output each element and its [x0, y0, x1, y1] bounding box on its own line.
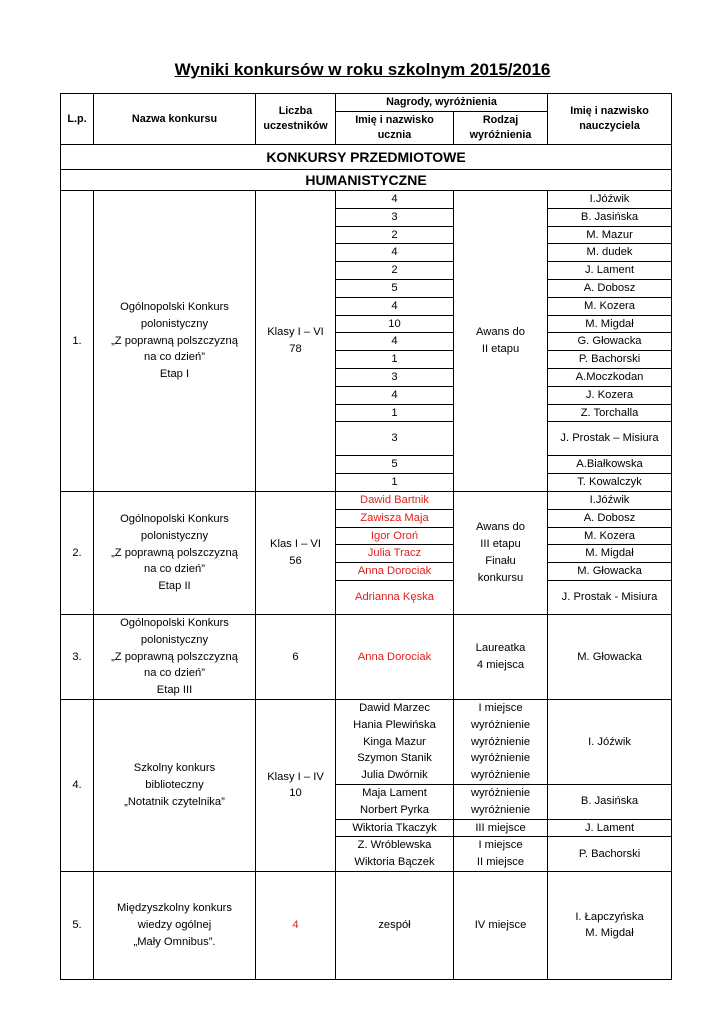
contest-name-line: wiedzy ogólnej [137, 918, 212, 931]
student-cell: 2 [336, 262, 454, 280]
contest-name-line: Szkolny konkurs [133, 762, 216, 775]
row-number: 1. [61, 191, 94, 492]
header-count: Liczba uczestników [256, 94, 336, 145]
award-type [454, 837, 548, 872]
contest-name-line: „Notatnik czytelnika” [124, 795, 225, 808]
teacher-cell: B. Jasińska [548, 784, 672, 819]
contest-name-line: „Mały Omnibus”. [133, 935, 216, 948]
contest-name-line: Ogólnopolski Konkurs [120, 300, 229, 313]
contest-name-line: „Z poprawną polszczyzną [111, 546, 238, 559]
teacher-cell: G. Głowacka [548, 333, 672, 351]
header-lp: L.p. [61, 94, 94, 145]
table-row [61, 191, 672, 209]
teacher-cell: I.Jóźwik [548, 191, 672, 209]
student-cell: Julia Tracz [336, 545, 454, 563]
award-line: Awans do [476, 521, 525, 534]
student-name: Norbert Pyrka [359, 803, 429, 816]
header-awards-group: Nagrody, wyróżnienia [336, 94, 548, 112]
contest-name-line: „Z poprawną polszczyzną [111, 334, 238, 347]
participant-count: 6 [256, 614, 336, 699]
teacher-cell: I.Jóźwik [548, 491, 672, 509]
contest-name [94, 614, 256, 699]
participant-count-line: 56 [289, 554, 302, 567]
teacher-cell: J. Prostak – Misiura [548, 422, 672, 456]
student-cell: Igor Oroń [336, 527, 454, 545]
participant-count-line: Klasy I – VI [267, 326, 324, 339]
student-cell [336, 699, 454, 784]
student-name: Julia Dwórnik [361, 769, 428, 782]
contest-name-line: Etap I [159, 368, 190, 381]
teacher-cell: M. Głowacka [548, 563, 672, 581]
award-line: wyróżnienie [470, 735, 531, 748]
student-cell: 4 [336, 297, 454, 315]
teacher-cell: M. Migdał [548, 545, 672, 563]
award-line: wyróżnienie [470, 769, 531, 782]
student-cell: 1 [336, 404, 454, 422]
contest-name-line: polonistyczny [140, 529, 209, 542]
student-cell: Adrianna Kęska [336, 580, 454, 614]
award-line: III miejsce [475, 821, 526, 834]
student-cell: 3 [336, 208, 454, 226]
student-cell: 2 [336, 226, 454, 244]
table-row [61, 614, 672, 699]
award-line: wyróżnienie [470, 786, 531, 799]
award-type [454, 819, 548, 837]
contest-name-line: na co dzień” [144, 563, 205, 576]
table-row [61, 491, 672, 509]
student-cell [336, 837, 454, 872]
award-line: wyróżnienie [470, 803, 531, 816]
participant-count [256, 491, 336, 614]
row-number: 5. [61, 871, 94, 979]
student-name: Kinga Mazur [363, 735, 426, 748]
student-cell: 4 [336, 333, 454, 351]
row-number: 4. [61, 699, 94, 871]
award-line: II etapu [481, 342, 520, 355]
award-line: wyróżnienie [470, 752, 531, 765]
student-cell: 5 [336, 279, 454, 297]
header-teacher: Imię i nazwisko nauczyciela [548, 94, 672, 145]
student-cell: Anna Dorociak [336, 614, 454, 699]
teacher-name: I. Łapczyńska [575, 910, 644, 923]
teacher-cell: P. Bachorski [548, 351, 672, 369]
participant-count [256, 699, 336, 871]
award-line: I miejsce [478, 701, 523, 714]
contest-name [94, 699, 256, 871]
student-name: Maja Lament [362, 786, 427, 799]
page-title: Wyniki konkursów w roku szkolnym 2015/2016 [174, 60, 551, 79]
subsection-title: HUMANISTYCZNE [61, 170, 672, 191]
contest-name-line: na co dzień” [144, 351, 205, 364]
contest-name-line: na co dzień” [144, 667, 205, 680]
student-cell: 3 [336, 422, 454, 456]
teacher-cell: P. Bachorski [548, 837, 672, 872]
participant-count: 4 [256, 871, 336, 979]
teacher-cell: J. Lament [548, 819, 672, 837]
teacher-cell: J. Prostak - Misiura [548, 580, 672, 614]
student-name: Wiktoria Bączek [354, 856, 435, 869]
award-type [454, 614, 548, 699]
teacher-cell: A.Moczkodan [548, 368, 672, 386]
teacher-cell: B. Jasińska [548, 208, 672, 226]
student-name: Szymon Stanik [357, 752, 432, 765]
award-line: III etapu [480, 538, 521, 551]
student-cell: 4 [336, 191, 454, 209]
student-cell [336, 784, 454, 819]
student-name: Wiktoria Tkaczyk [352, 821, 437, 834]
teacher-cell: M. Mazur [548, 226, 672, 244]
contest-name-line: Etap III [156, 684, 193, 697]
student-cell: 5 [336, 456, 454, 474]
student-cell: Anna Dorociak [336, 563, 454, 581]
teacher-cell: J. Kozera [548, 386, 672, 404]
award-type [454, 491, 548, 614]
student-name: Hania Plewińska [353, 718, 436, 731]
student-cell [336, 819, 454, 837]
teacher-cell: A. Dobosz [548, 279, 672, 297]
award-line: wyróżnienie [470, 718, 531, 731]
teacher-cell: Z. Torchalla [548, 404, 672, 422]
student-cell: zespół [336, 871, 454, 979]
student-cell: 1 [336, 351, 454, 369]
participant-count-line: Klasy I – IV [267, 770, 324, 783]
contest-name-line: Ogólnopolski Konkurs [120, 616, 229, 629]
contest-name [94, 191, 256, 492]
teacher-cell: I. Jóźwik [548, 699, 672, 784]
teacher-cell: T. Kowalczyk [548, 474, 672, 492]
teacher-cell: M. Kozera [548, 527, 672, 545]
section-title: KONKURSY PRZEDMIOTOWE [61, 145, 672, 170]
contest-name-line: biblioteczny [145, 779, 204, 791]
teacher-cell: M. Głowacka [548, 614, 672, 699]
participant-count-line: Klas I – VI [270, 538, 321, 551]
award-type [454, 699, 548, 784]
header-student: Imię i nazwisko ucznia [336, 112, 454, 145]
contest-name-line: Ogólnopolski Konkurs [120, 512, 229, 525]
contest-name [94, 491, 256, 614]
student-name: Z. Wróblewska [357, 839, 432, 852]
award-type [454, 191, 548, 492]
award-line: 4 miejsca [476, 658, 525, 671]
header-name: Nazwa konkursu [94, 94, 256, 145]
header-award-type: Rodzaj wyróżnienia [454, 112, 548, 145]
award-line: I miejsce [478, 839, 523, 852]
contest-name-line: Etap II [158, 580, 191, 593]
teacher-cell: A.Białkowska [548, 456, 672, 474]
teacher-name: M. Migdał [585, 927, 634, 940]
teacher-cell: J. Lament [548, 262, 672, 280]
results-table [60, 93, 672, 980]
participant-count [256, 191, 336, 492]
contest-name-line: polonistyczny [140, 317, 209, 330]
award-type: IV miejsce [454, 871, 548, 979]
row-number: 3. [61, 614, 94, 699]
teacher-cell: M. Kozera [548, 297, 672, 315]
student-cell: 4 [336, 386, 454, 404]
teacher-cell: M. dudek [548, 244, 672, 262]
participant-count-line: 78 [289, 342, 302, 355]
award-line: Finału [485, 554, 516, 567]
contest-name-line: Międzyszkolny konkurs [116, 902, 233, 915]
award-line: konkursu [477, 571, 524, 584]
teacher-cell: M. Migdał [548, 315, 672, 333]
student-name: Dawid Marzec [359, 701, 430, 714]
student-cell: 3 [336, 368, 454, 386]
student-cell: Zawisza Maja [336, 509, 454, 527]
table-row [61, 699, 672, 784]
row-number: 2. [61, 491, 94, 614]
award-line: Laureatka [475, 642, 526, 655]
student-cell: Dawid Bartnik [336, 491, 454, 509]
contest-name-line: polonistyczny [140, 633, 209, 646]
teacher-cell: A. Dobosz [548, 509, 672, 527]
contest-name [94, 871, 256, 979]
award-line: Awans do [476, 326, 525, 339]
award-line: II miejsce [476, 856, 525, 869]
student-cell: 4 [336, 244, 454, 262]
participant-count-line: 10 [289, 787, 302, 800]
contest-name-line: „Z poprawną polszczyzną [111, 650, 238, 663]
award-type [454, 784, 548, 819]
teacher-cell [548, 871, 672, 979]
student-cell: 1 [336, 474, 454, 492]
student-cell: 10 [336, 315, 454, 333]
table-row [61, 871, 672, 979]
